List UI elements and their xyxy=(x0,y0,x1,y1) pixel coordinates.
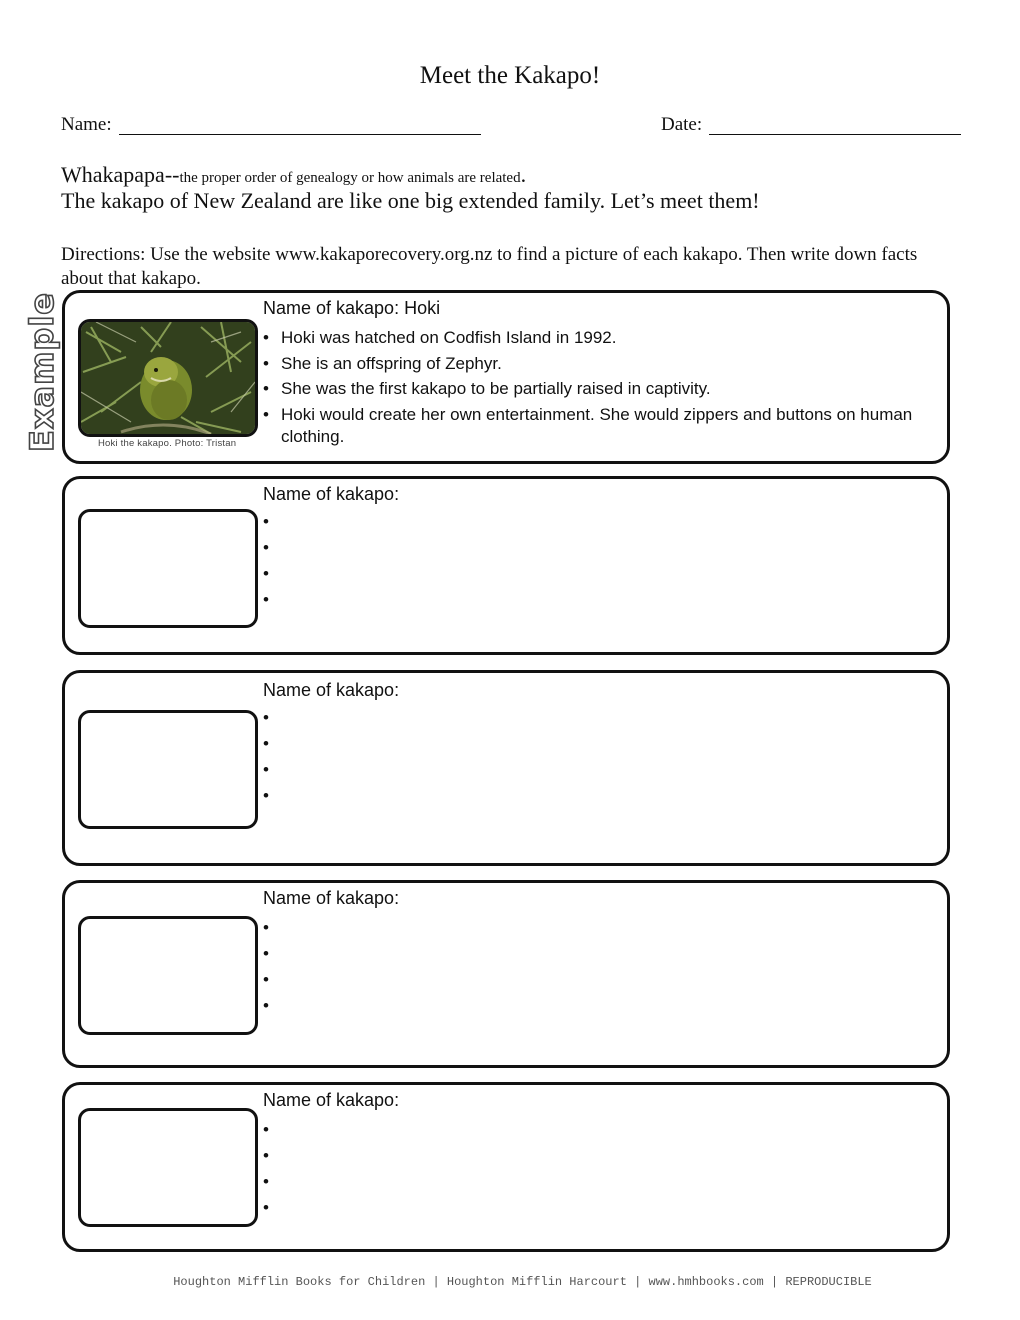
photo-caption: Hoki the kakapo. Photo: Tristan xyxy=(98,438,237,449)
kakapo-card xyxy=(62,670,950,866)
fact-bullet[interactable] xyxy=(263,590,923,616)
fact-bullet[interactable] xyxy=(263,538,923,564)
kakapo-card xyxy=(62,1082,950,1252)
photo-placeholder[interactable] xyxy=(78,1108,258,1227)
fact-bullet[interactable] xyxy=(263,970,923,996)
fact-bullet[interactable] xyxy=(263,512,923,538)
fact-item: • She was the first kakapo to be partially raised in captivity. xyxy=(263,378,923,400)
kakapo-name-label: Name of kakapo: xyxy=(263,484,400,504)
fact-bullet[interactable] xyxy=(263,944,923,970)
photo-placeholder[interactable] xyxy=(78,710,258,829)
whakapapa-definition xyxy=(61,162,526,188)
kakapo-facts-list xyxy=(263,512,923,616)
photo-placeholder[interactable] xyxy=(78,916,258,1035)
date-field[interactable] xyxy=(709,134,961,135)
fact-bullet[interactable] xyxy=(263,996,923,1022)
kakapo-photo xyxy=(78,319,258,437)
fact-bullet[interactable] xyxy=(263,1146,923,1172)
kakapo-facts-list xyxy=(263,918,923,1022)
kakapo-name-label: Name of kakapo: xyxy=(263,888,400,908)
name-field[interactable] xyxy=(119,134,481,135)
footer-credits: Houghton Mifflin Books for Children | Houghton Mifflin Harcourt | www.hmhbooks.com | REPRODUCIBLE xyxy=(173,1275,872,1289)
page-title: Meet the Kakapo! xyxy=(419,62,601,89)
name-label: Name: xyxy=(61,114,112,135)
fact-bullet[interactable] xyxy=(263,760,923,786)
date-label: Date: xyxy=(661,114,703,135)
fact-bullet[interactable] xyxy=(263,1198,923,1224)
fact-bullet[interactable] xyxy=(263,564,923,590)
kakapo-name-label: Name of kakapo: xyxy=(263,1090,400,1110)
kakapo-name-label: Name of kakapo: xyxy=(263,680,400,700)
kakapo-card xyxy=(62,476,950,655)
kakapo-facts-list xyxy=(263,327,923,451)
fact-item: • Hoki was hatched on Codfish Island in 1992. xyxy=(263,327,923,349)
intro-text: The kakapo of New Zealand are like one big extended family. Let’s meet them! xyxy=(61,188,760,213)
example-stamp: Example xyxy=(23,291,61,453)
kakapo-card xyxy=(62,880,950,1068)
directions-text: Directions: Use the website www.kakaporecovery.org.nz to find a picture of each kakapo. Then write down facts about that kakapo. xyxy=(61,244,918,289)
fact-item: • Hoki would create her own entertainment. She would zippers and buttons on human clothing. xyxy=(263,404,923,448)
kakapo-facts-list xyxy=(263,1120,923,1224)
fact-bullet[interactable] xyxy=(263,786,923,812)
fact-bullet[interactable] xyxy=(263,734,923,760)
kakapo-facts-list xyxy=(263,708,923,812)
example-kakapo-card xyxy=(62,290,950,464)
fact-bullet[interactable] xyxy=(263,918,923,944)
kakapo-photo-image xyxy=(81,322,255,434)
fact-item: • She is an offspring of Zephyr. xyxy=(263,353,923,375)
fact-bullet[interactable] xyxy=(263,708,923,734)
kakapo-name: Name of kakapo: Hoki xyxy=(263,298,441,318)
fact-bullet[interactable] xyxy=(263,1172,923,1198)
whakapapa-meaning: the proper order of genealogy or how animals are related xyxy=(179,170,521,186)
whakapapa-term: Whakapapa-- xyxy=(61,162,180,187)
photo-placeholder[interactable] xyxy=(78,509,258,628)
fact-bullet[interactable] xyxy=(263,1120,923,1146)
whakapapa-period: . xyxy=(520,162,527,187)
